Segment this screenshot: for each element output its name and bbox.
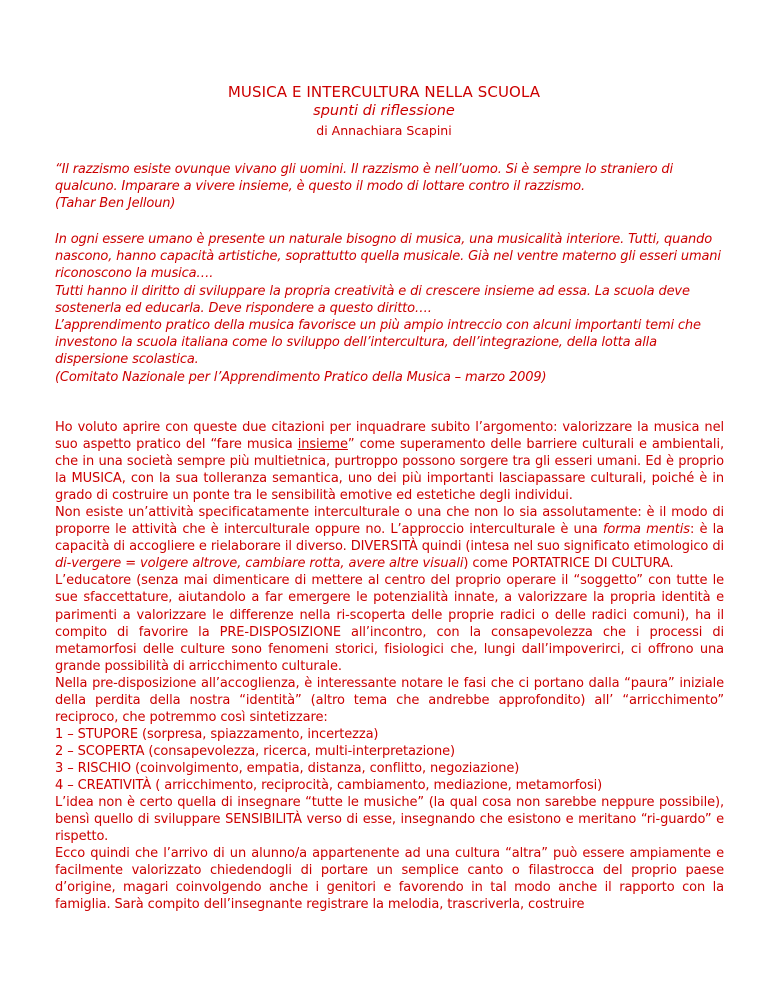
document-header	[0, 82, 768, 139]
italic-phrase: forma mentis	[602, 522, 690, 538]
page-title: MUSICA E INTERCULTURA NELLA SCUOLA	[227, 83, 541, 101]
quote-ben-jelloun	[55, 161, 724, 213]
body-paragraph: Non esiste un’attività specificatamente interculturale o una che non lo sia assolutamente: è il modo di proporre le attività che è interculturale oppure no. L’approccio interculturale è una forma mentis: è la capacità di accogliere e rielaborare il diverso. DIVERSITÀ quindi (intesa nel suo significato etimologico di di-vergere = volgere altrove, cambiare rotta, avere altre visuali) come PORTATRICE DI CULTURA.	[55, 505, 724, 572]
italic-phrase: di-vergere = volgere altrove, cambiare rotta, avere altre visuali	[55, 556, 464, 572]
list-item: 2 – SCOPERTA (consapevolezza, ricerca, multi-interpretazione)	[55, 743, 455, 759]
quote-text: “Il razzismo esiste ovunque vivano gli uomini. Il razzismo è nell’uomo. Si è sempre lo straniero di qualcuno. Imparare a vivere insieme, è questo il modo di lottare contro il razzismo.	[55, 162, 673, 195]
body-paragraph: Ecco quindi che l’arrivo di un alunno/a appartenente ad una cultura “altra” può essere ampiamente e facilmente valorizzato chiedendogli di portare un semplice canto o filastrocca del proprio paese d’origine, magari coinvolgendo anche i genitori e favorendo in tal modo anche il rapporto con la famiglia. Sarà compito dell’insegnante registrare la melodia, trascriverla, costruire	[55, 846, 724, 913]
quote-paragraph: L’apprendimento pratico della musica favorisce un più ampio intreccio con alcuni importanti temi che investono la scuola italiana come lo sviluppo dell’intercultura, dell’integrazione, della lotta alla dispersione scolastica.	[55, 318, 701, 368]
list-item: 1 – STUPORE (sorpresa, spiazzamento, incertezza)	[55, 726, 379, 742]
quote-paragraph: In ogni essere umano è presente un naturale bisogno di musica, una musicalità interiore. Tutti, quando nascono, hanno capacità artistiche, soprattutto quella musicale. Già nel ventre materno gli esseri umani riconoscono la musica….	[55, 232, 721, 282]
body-paragraph: Ho voluto aprire con queste due citazioni per inquadrare subito l’argomento: valorizzare la musica nel suo aspetto pratico del “fare musica insieme” come superamento delle barriere culturali e ambientali, che in una società sempre più multietnica, purtroppo possono sorgere tra gli esseri umani. Ed è proprio la MUSICA, con la sua tolleranza semantica, uno dei più importanti lasciapassare culturali, poiché è in grado di costruire un ponte tra le sensibilità emotive ed estetiche degli individui.	[55, 420, 724, 504]
body-paragraph: L’educatore (senza mai dimenticare di mettere al centro del proprio operare il “soggetto” con tutte le sue sfaccettature, aiutandolo a far emergere le potenzialità innate, a valorizzare la propria identità e parimenti a valorizzare le differenze nella ri-scoperta delle proprie radici o delle radici comuni), ha il compito di favorire la PRE-DISPOSIZIONE all’incontro, con la consapevolezza che i processi di metamorfosi delle culture sono fenomeni storici, fisiologici che, lungi dall’impoverirci, ci offrono una grande possibilità di arricchimento culturale.	[55, 573, 724, 674]
quote-paragraph: Tutti hanno il diritto di sviluppare la propria creatività e di crescere insieme ad essa. La scuola deve sostenerla ed educarla. Deve rispondere a questo diritto….	[55, 283, 690, 316]
article-body	[55, 419, 724, 913]
body-paragraph: L’idea non è certo quella di insegnare “tutte le musiche” (la qual cosa non sarebbe neppure possibile), bensì quello di sviluppare SENSIBILITÀ verso di esse, insegnando che esistono e meritano “ri-guardo” e rispetto.	[55, 795, 724, 845]
list-item: 3 – RISCHIO (coinvolgimento, empatia, distanza, conflitto, negoziazione)	[55, 760, 520, 776]
author-line: di Annachiara Scapini	[316, 123, 452, 138]
underlined-word: insieme	[297, 437, 348, 453]
body-paragraph: Nella pre-disposizione all’accoglienza, è interessante notare le fasi che ci portano dalla “paura” iniziale della perdita della nostra “identità” (altro tema che andrebbe approfondito) all’ “arricchimento” reciproco, che potremmo così sintetizzare:	[55, 675, 724, 725]
quote-source: (Comitato Nazionale per l’Apprendimento Pratico della Musica – marzo 2009)	[55, 369, 547, 385]
list-item: 4 – CREATIVITÀ ( arricchimento, reciprocità, cambiamento, mediazione, metamorfosi)	[55, 777, 603, 793]
quote-source: (Tahar Ben Jelloun)	[55, 196, 176, 212]
page-subtitle: spunti di riflessione	[313, 103, 455, 119]
quote-comitato	[55, 231, 724, 386]
